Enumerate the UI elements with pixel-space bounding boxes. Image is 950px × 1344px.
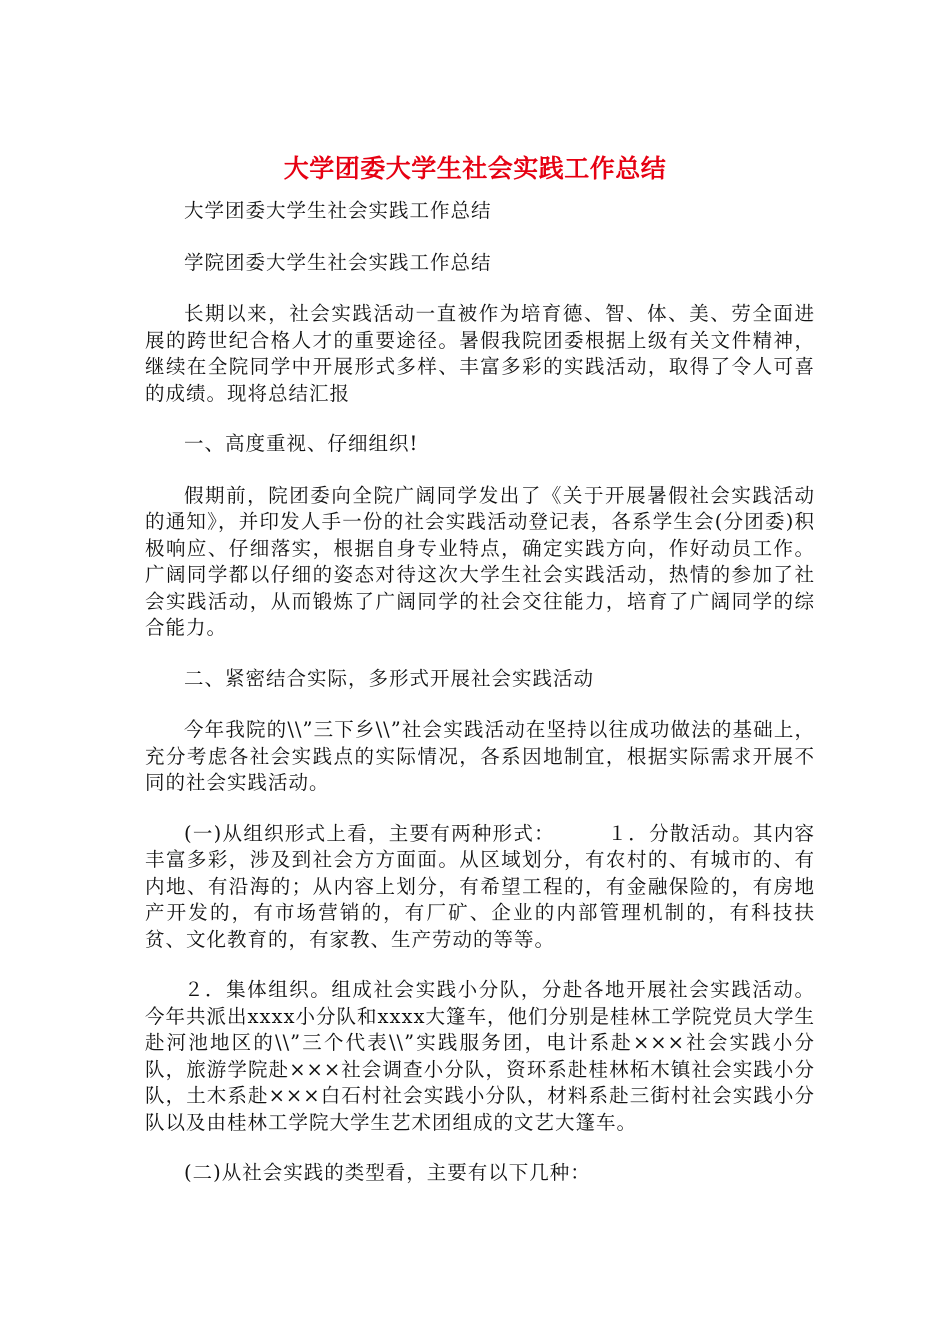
paragraph-section-2: 今年我院的\\”三下乡\\”社会实践活动在坚持以往成功做法的基础上，充分考虑各社会实践点的实际情况，各系因地制宜，根据实际需求开展不同的社会实践活动。 — [145, 718, 815, 794]
paragraph-organization-forms: (一)从组织形式上看，主要有两种形式： １．分散活动。其内容丰富多彩，涉及到社会方方面面。从区域划分，有农村的、有城市的、有内地、有沿海的；从内容上划分，有希望工程的，有金融保险的，有房地产开发的，有市场营销的，有厂矿、企业的内部管理机制的，有科技扶贫、文化教育的，有家教、生产劳动的等等。 — [145, 821, 815, 951]
paragraph-intro: 长期以来，社会实践活动一直被作为培育德、智、体、美、劳全面进展的跨世纪合格人才的重要途径。暑假我院团委根据上级有关文件精神，继续在全院同学中开展形式多样、丰富多彩的实践活动，取得了令人可喜的成绩。现将总结汇报 — [145, 302, 815, 405]
paragraph-subtitle-2: 学院团委大学生社会实践工作总结 — [184, 250, 492, 274]
paragraph-section-1: 假期前，院团委向全院广阔同学发出了《关于开展暑假社会实践活动的通知》，并印发人手一份的社会实践活动登记表，各系学生会(分团委)积极响应、仔细落实，根据自身专业特点，确定实践方向，作好动员工作。广阔同学都以仔细的姿态对待这次大学生社会实践活动，热情的参加了社会实践活动，从而锻炼了广阔同学的社会交往能力，培育了广阔同学的综合能力。 — [145, 483, 815, 639]
section-heading-1: 一、高度重视、仔细组织! — [184, 432, 419, 455]
document-title: 大学团委大学生社会实践工作总结 — [283, 153, 667, 183]
document-body — [145, 198, 815, 1212]
paragraph-practice-types: (二)从社会实践的类型看，主要有以下几种： — [184, 1161, 591, 1184]
paragraph-subtitle-1: 大学团委大学生社会实践工作总结 — [184, 199, 492, 222]
section-heading-2: 二、紧密结合实际，多形式开展社会实践活动 — [184, 666, 595, 690]
paragraph-collective-organization: ２．集体组织。组成社会实践小分队，分赴各地开展社会实践活动。今年共派出xxxx小分队和xxxx大篷车，他们分别是桂林工学院党员大学生赴河池地区的\\”三个代表\\”实践服务团，电计系赴×××社会实践小分队，旅游学院赴×××社会调查小分队，资环系赴桂林柘木镇社会实践小分队，土木系赴×××白石村社会实践小分队，材料系赴三街村社会实践小分队以及由桂林工学院大学生艺术团组成的文艺大篷车。 — [145, 978, 815, 1134]
